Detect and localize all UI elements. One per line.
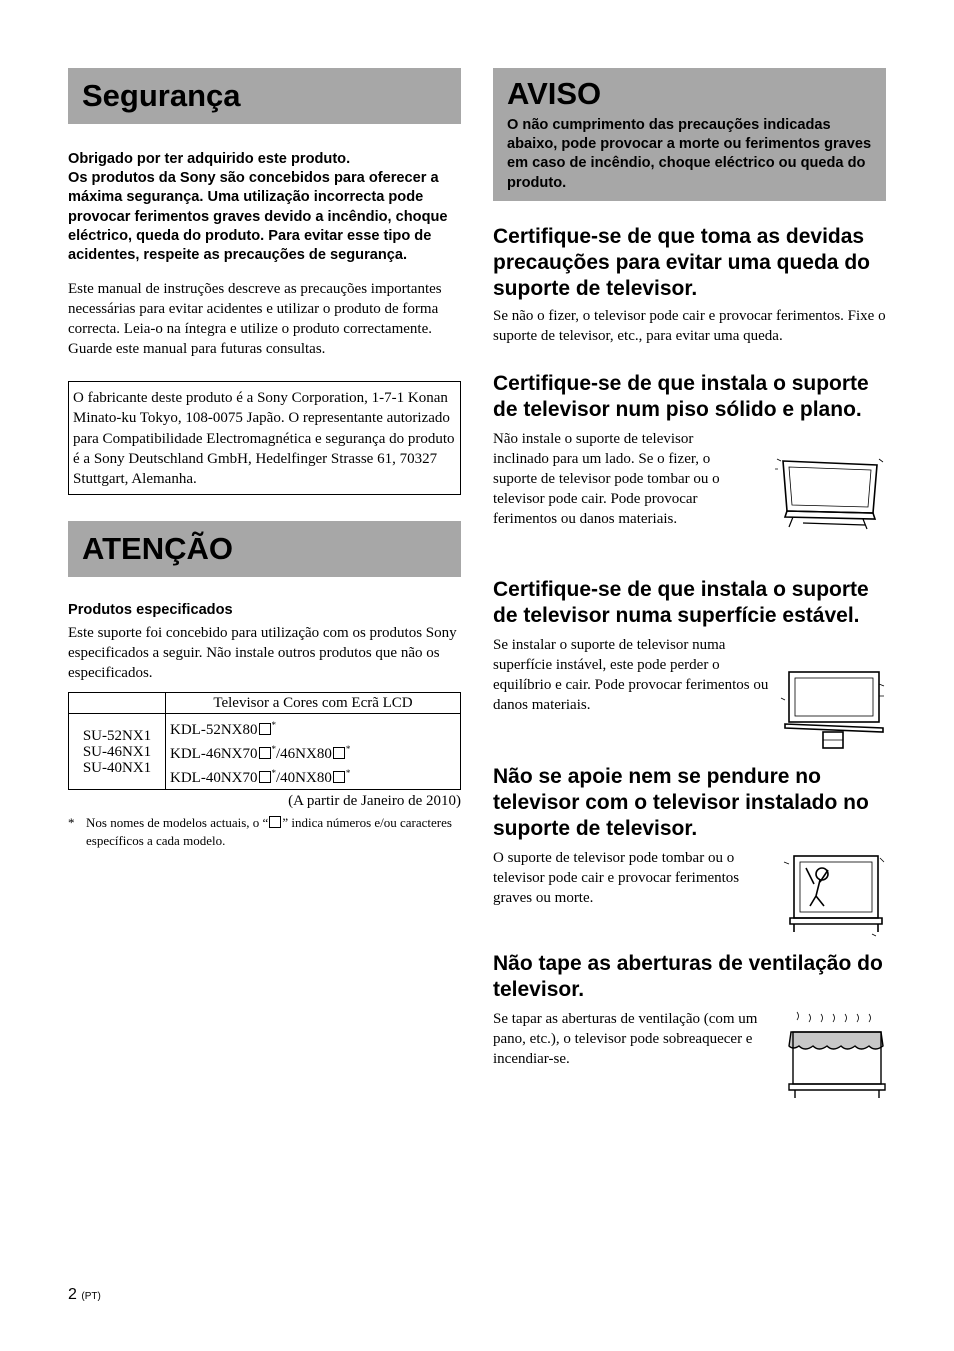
section-title: Certifique-se de que instala o suporte de televisor numa superfície estável.	[493, 578, 869, 627]
asterisk-mark: *	[271, 768, 276, 779]
section-text: O suporte de televisor pode tombar ou o televisor pode cair e provocar ferimentos graves ou morte.	[493, 850, 740, 906]
page-footer	[68, 1286, 101, 1304]
placeholder-box-icon	[333, 771, 345, 783]
asterisk-mark: *	[345, 744, 351, 755]
models-table	[68, 692, 461, 790]
table-date-note: (A partir de Janeiro de 2010)	[288, 793, 461, 810]
section-text: Se tapar as aberturas de ventilação (com um pano, etc.), o televisor pode sobreaquecer e incendiar-se.	[493, 1011, 758, 1067]
asterisk-mark: *	[345, 768, 351, 779]
produtos-text: Este suporte foi concebido para utilização com os produtos Sony especificados a seguir. Não instale outros produtos que não os especificados.	[68, 625, 457, 682]
tv-model-line	[170, 764, 456, 788]
section-title: Certifique-se de que toma as devidas precauções para evitar uma queda do suporte de televisor.	[493, 225, 870, 300]
tilted-tv-illustration-icon	[773, 455, 887, 533]
placeholder-box-icon	[333, 747, 345, 759]
tv-model-line	[170, 716, 456, 740]
tv-model: KDL-52NX80	[170, 722, 258, 739]
tv-model: KDL-40NX70	[170, 770, 258, 787]
asterisk-mark: *	[271, 720, 276, 731]
asterisk-mark: *	[271, 744, 276, 755]
manual-text: Este manual de instruções descreve as precauções importantes necessárias para evitar acidentes e utilizar o produto de forma correcta. Leia-o na íntegra e utilize o produto correctamente. Guarde este manual para futuras consultas.	[68, 281, 442, 358]
manufacturer-box: O fabricante deste produto é a Sony Corporation, 1-7-1 Konan Minato-ku Tokyo, 108-0075 Japão. O representante autorizado para Compatibilidade Electromagnética e segurança do produto é a Sony Deutschland GmbH, Hedelfinger Strasse 61, 70327 Stuttgart, Alemanha.	[68, 381, 461, 495]
section-text: Se instalar o suporte de televisor numa superfície instável, este pode perder o equilíbrio e cair. Pode provocar ferimentos ou danos materiais.	[493, 637, 769, 713]
covered-tv-illustration-icon	[783, 1010, 887, 1104]
footnote	[68, 814, 461, 850]
seguranca-banner	[68, 68, 461, 124]
placeholder-box-icon	[269, 816, 281, 828]
section-text: Não instale o suporte de televisor inclinado para um lado. Se o fizer, o suporte de televisor pode tombar ou o televisor pode cair. Pode provocar ferimentos ou danos materiais.	[493, 431, 720, 527]
atencao-title: ATENÇÃO	[82, 531, 233, 567]
tv-models-cell	[166, 714, 461, 790]
intro-bold-text: Obrigado por ter adquirido este produto. Os produtos da Sony são concebidos para oferecer a máxima segurança. Uma utilização incorrecta pode provocar ferimentos graves devido a incêndio, choque eléctrico, queda do produto. Para evitar esse tipo de acidentes, respeite as precauções de segurança.	[68, 151, 448, 264]
placeholder-box-icon	[259, 771, 271, 783]
section-title: Certifique-se de que instala o suporte de televisor num piso sólido e plano.	[493, 372, 869, 421]
atencao-banner	[68, 521, 461, 577]
right-column	[493, 68, 886, 201]
stands-cell	[69, 714, 166, 790]
placeholder-box-icon	[259, 747, 271, 759]
placeholder-box-icon	[259, 723, 271, 735]
tv-model-alt: /46NX80	[276, 746, 332, 763]
aviso-text: O não cumprimento das precauções indicadas abaixo, pode provocar a morte ou ferimentos graves em caso de incêndio, choque eléctrico ou queda do produto.	[507, 117, 872, 191]
section-text: Se não o fizer, o televisor pode cair e provocar ferimentos. Fixe o suporte de televisor, etc., para evitar uma queda.	[493, 308, 886, 344]
footnote-after: ” indica números e/ou caracteres específicos a cada modelo.	[86, 815, 452, 849]
page-lang: (PT)	[81, 1291, 101, 1302]
stand-model: SU-40NX1	[82, 759, 152, 776]
aviso-title: AVISO	[507, 76, 602, 111]
aviso-banner	[493, 68, 886, 201]
table-header: Televisor a Cores com Ecrã LCD	[166, 693, 461, 714]
unstable-tv-illustration-icon	[779, 668, 887, 752]
stand-model: SU-46NX1	[82, 743, 152, 760]
tv-model-alt: /40NX80	[276, 770, 332, 787]
section-title: Não tape as aberturas de ventilação do televisor.	[493, 952, 883, 1001]
footnote-before: Nos nomes de modelos actuais, o “	[86, 815, 269, 831]
section-title: Não se apoie nem se pendure no televisor com o televisor instalado no suporte de televisor.	[493, 765, 869, 840]
page-number: 2	[68, 1286, 77, 1303]
footnote-mark: *	[68, 815, 75, 831]
section-fall-prevention	[493, 224, 886, 346]
left-column	[68, 68, 461, 850]
tv-model: KDL-46NX70	[170, 746, 258, 763]
table-empty-header	[69, 693, 166, 714]
hanging-person-illustration-icon	[780, 852, 886, 938]
stand-model: SU-52NX1	[82, 727, 152, 744]
produtos-heading: Produtos especificados	[68, 602, 233, 619]
seguranca-title: Segurança	[82, 78, 241, 113]
tv-model-line	[170, 740, 456, 764]
